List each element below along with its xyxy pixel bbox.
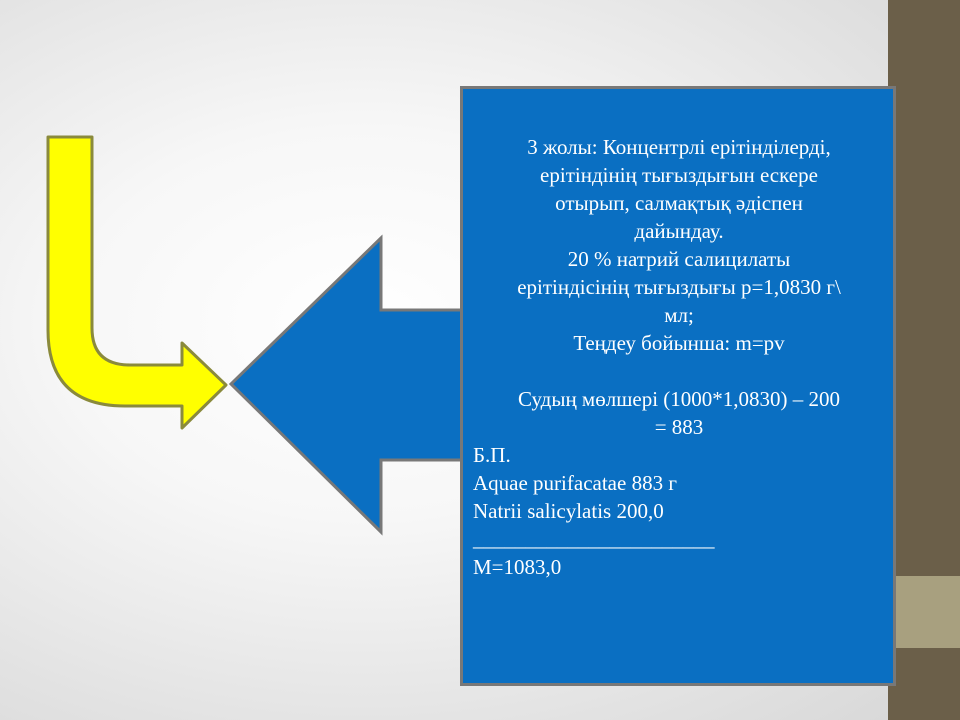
water-amount-line-1: Судың мөлшері (1000*1,0830) – 200 bbox=[517, 387, 841, 411]
box-heading-line-2: ерітіндінің тығыздығын ескере bbox=[540, 163, 818, 187]
info-text-box bbox=[460, 86, 896, 686]
recipe-total: M=1083,0 bbox=[473, 555, 562, 579]
box-heading-line-4: дайындау. bbox=[634, 219, 724, 243]
recipe-line-1: Б.П. bbox=[473, 443, 511, 467]
density-line-1: 20 % натрий салицилаты bbox=[567, 247, 791, 271]
box-heading-line-3: отырып, салмақтық әдіспен bbox=[555, 191, 803, 215]
blank-line bbox=[473, 357, 885, 385]
density-line-3: мл; bbox=[664, 303, 694, 327]
equation-line: Теңдеу бойынша: m=pv bbox=[573, 331, 785, 355]
water-amount-line-2: = 883 bbox=[654, 415, 704, 439]
yellow-bent-arrow-icon bbox=[48, 137, 226, 428]
blue-left-arrow-icon bbox=[231, 238, 463, 532]
density-line-2: ерітіндісінің тығыздығы p=1,0830 г\ bbox=[517, 275, 841, 299]
recipe-line-3: Natrii salicylatis 200,0 bbox=[473, 499, 664, 523]
recipe-line-2: Aquae purifacatae 883 г bbox=[473, 471, 677, 495]
recipe-separator: _______________________ bbox=[473, 527, 715, 551]
box-heading-line-1: 3 жолы: Концентрлі ерітінділерді, bbox=[527, 135, 831, 159]
